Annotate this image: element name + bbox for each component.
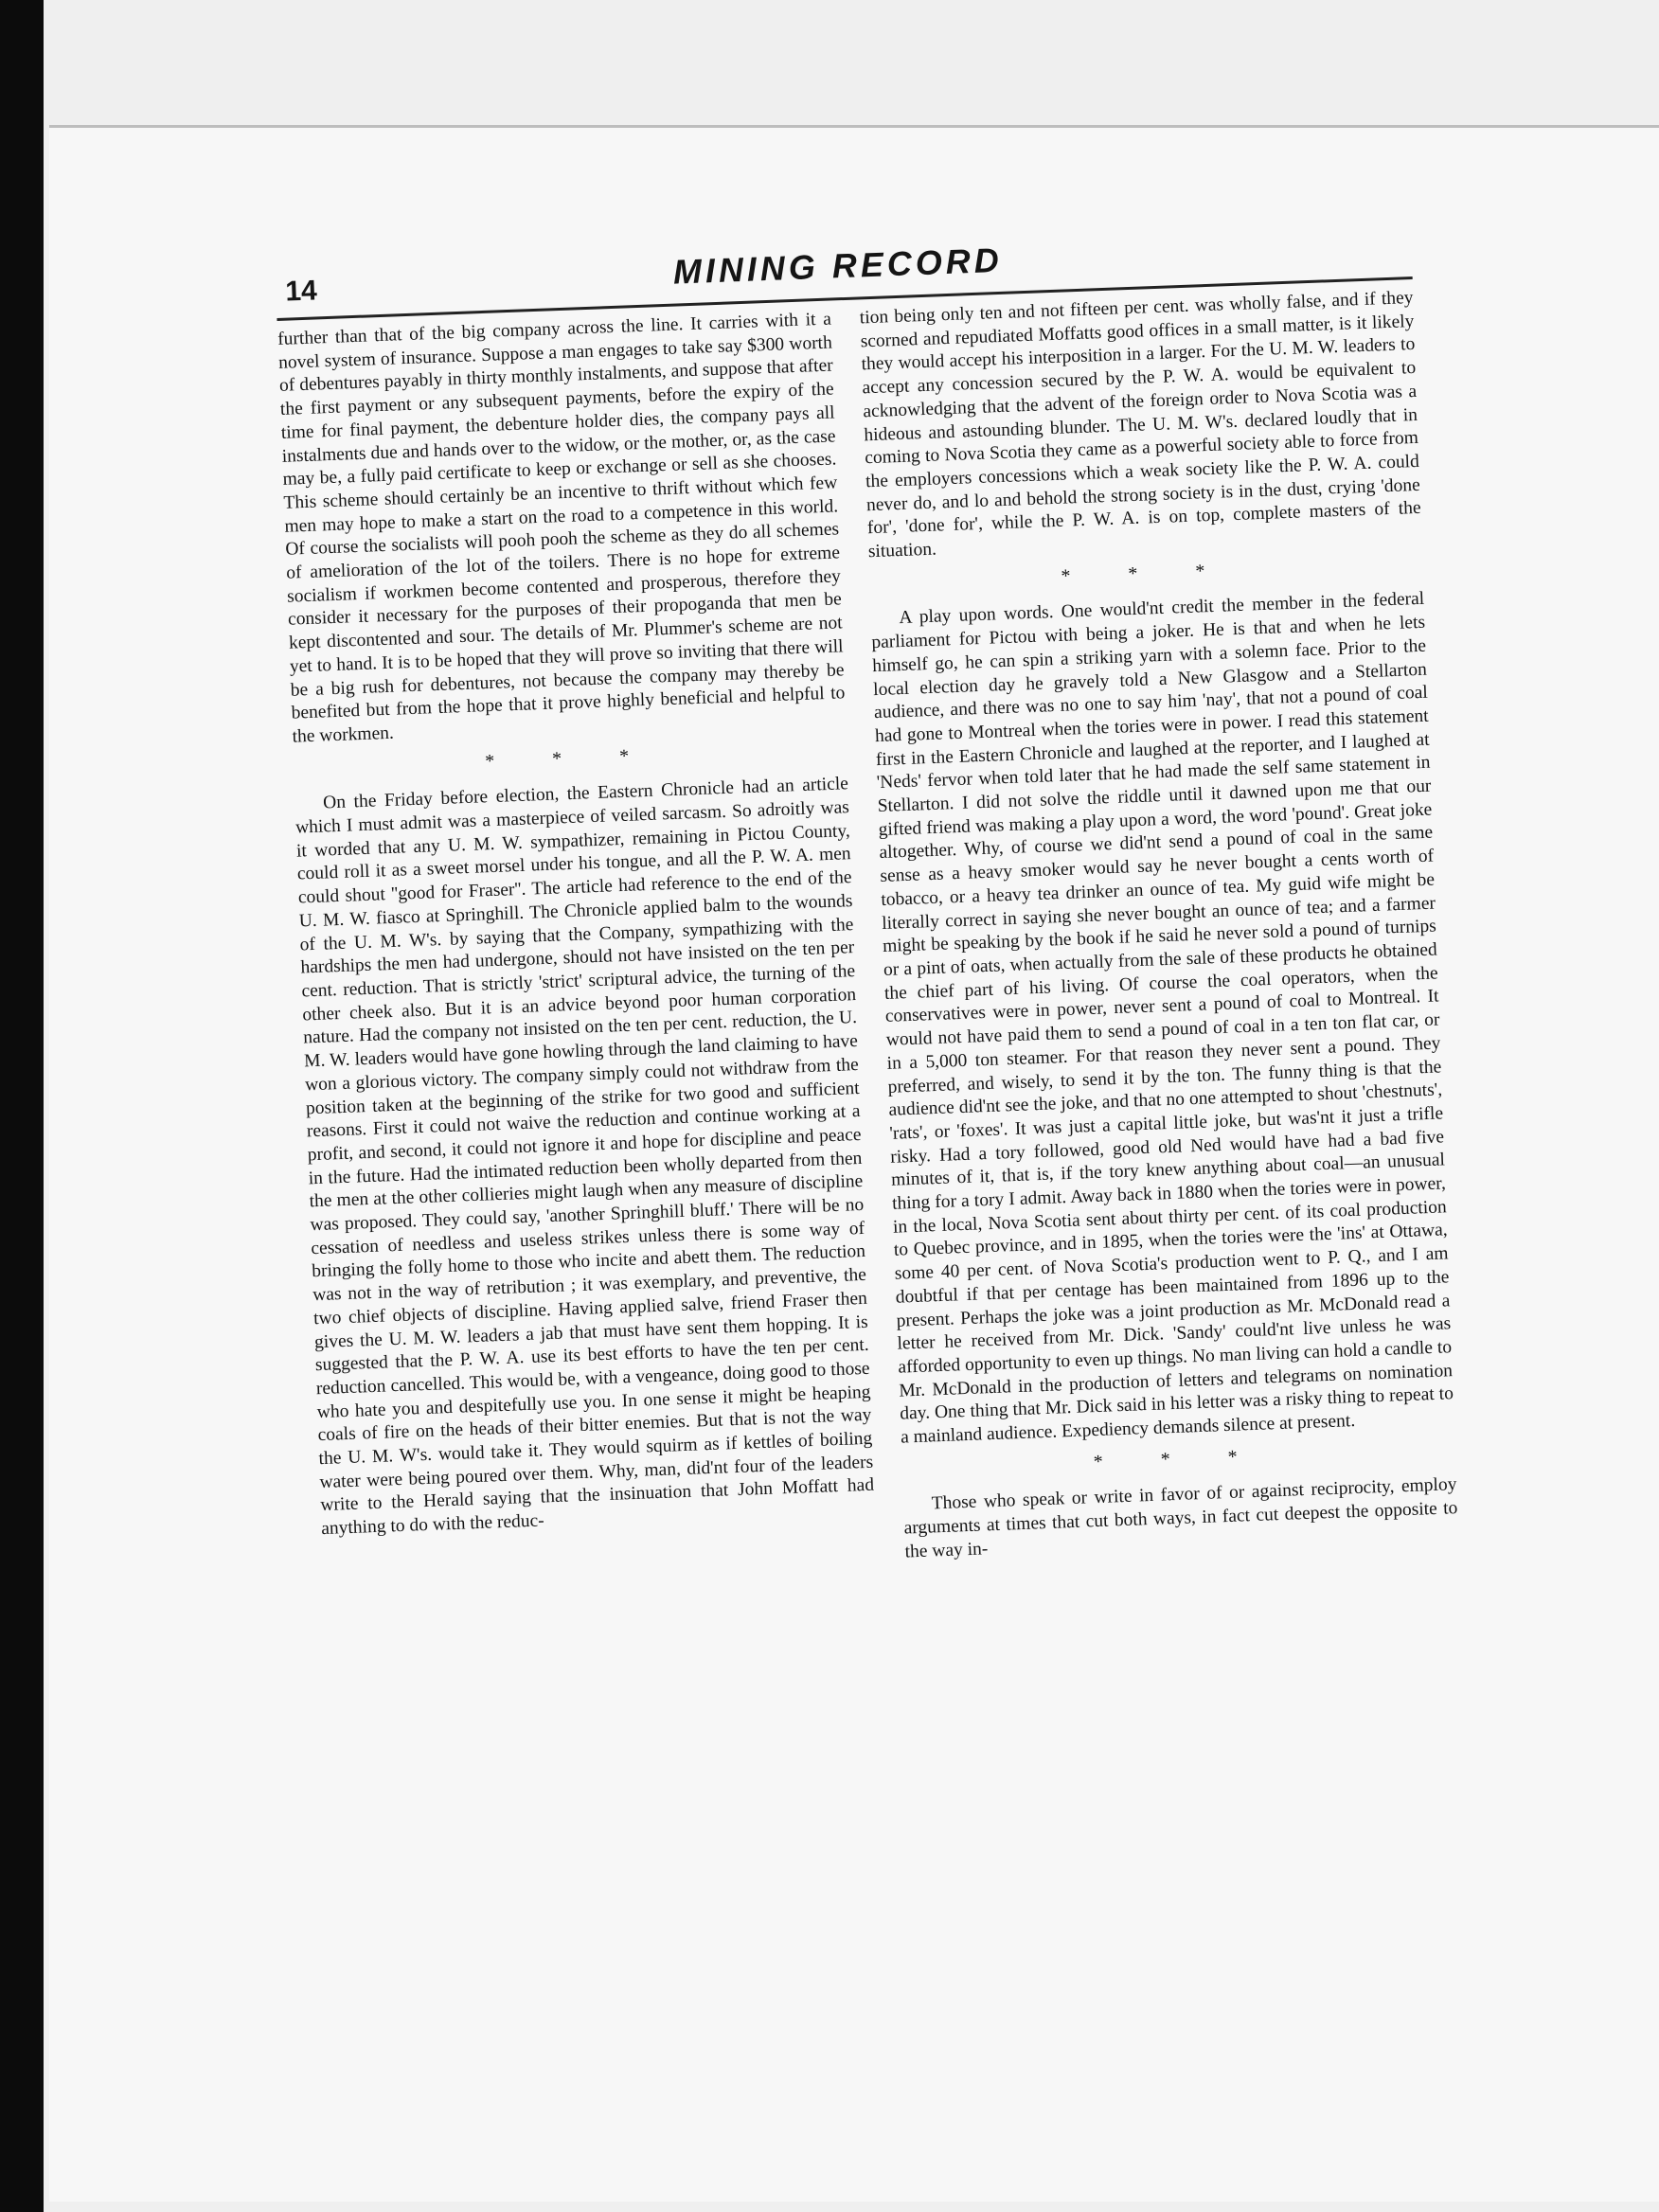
masthead-title: MINING RECORD [672, 240, 1004, 292]
paragraph: A play upon words. One would'nt credit the member in the federal parliament for Pictou with being a joker. He is that and when he lets himself go, he can spin a striking yarn with a solemn face. Prior to the local election day he gravely told a New Glasgow and a Stellarton audience, and there was no one to say him 'nay', that not a pound of coal had gone to Montreal when the tories were in power. I read this statement first in the Eastern Chronicle and laughed at the reporter, and I laughed at 'Neds' fervor when told later that he had made the self same statement in Stellarton. I did not solve the riddle until it dawned upon me that our gifted friend was making a play upon a word, the word 'pound'. Great joke altogether. Why, of course we did'nt send a pound of coal in the same sense as a heavy smoker would say he never bought a cents worth of tobacco, or a heavy tea drinker an ounce of tea. My guid wife might be literally correct in saying she never bought an ounce of tea; and a farmer might be speaking by the book if he said he never sold a pound of turnips or a pint of oats, when actually from the sale of these products he obtained the chief part of his living. Of course the coal operators, when the conservatives were in power, never sent a pound of coal to Montreal. It would not have paid them to send a pound of coal in a ten ton flat car, or in a 5,000 ton steamer. For that reason they never sent a pound. They preferred, and wisely, to send it by the ton. The funny thing is that the audience did'nt see the joke, and that no one attempted to shout 'chestnuts', 'rats', or 'foxes'. It was just a capital little joke, but was'nt it just a trifle risky. Had a tory followed, good old Ned would have had a bad five minutes of it, that is, if the tory knew anything about coal—an unusual thing for a tory I admit. Away back in 1880 when the tories were in power, in the local, Nova Scotia sent about thirty per cent. of its coal production to Quebec province, and in 1895, when the tories were the 'ins' at Ottawa, some 40 per cent. of Nova Scotia's production went to P. Q., and I am doubtful if that per centage has been maintained from 1896 up to the present. Perhaps the joke was a joint production as Mr. McDonald read a letter he received from Mr. Dick. 'Sandy' could'nt live unless he was afforded opportunity to even up things. No man living can hold a candle to Mr. McDonald in the production of letters and telegrams on nomination day. One thing that Mr. Dick said in his letter was a risky thing to repeat to a mainland audience. Expediency demands silence at present. [871, 589, 1454, 1448]
right-column [859, 287, 1458, 1564]
paragraph: On the Friday before election, the Eastern Chronicle had an article which I must admit was a masterpiece of veiled sarcasm. So adroitly was it worded that any U. M. W. sympathizer, remaining in Pictou County, could roll it as a sweet morsel under his tongue, and all the P. W. A. men could shout ''good for Fraser''. The article had reference to the end of the U. M. W. fiasco at Springhill. The Chronicle applied balm to the wounds of the U. M. W's. by saying that the Company, sympathizing with the hardships the men had undergone, should not have insisted on the ten per cent. reduction. That is strictly 'strict' scriptural advice, the turning of the other cheek also. But it is an advice beyond poor human corporation nature. Had the company not insisted on the ten per cent. reduction, the U. M. W. leaders would have gone howling through the land claiming to have won a glorious victory. The company simply could not withdraw from the position taken at the beginning of the strike for two good and sufficient reasons. First it could not waive the reduction and continue working at a profit, and second, it could not ignore it and hope for discipline and peace in the future. Had the intimated reduction been wholly departed from then the men at the other collieries might laugh when any measure of discipline was proposed. They could say, 'another Springhill bluff.' There will be no cessation of needless and useless strikes unless there is some way of bringing the folly home to those who incite and abett them. The reduction was not in the way of retribution ; it was exemplary, and preventive, the two chief objects of discipline. Having applied salve, friend Fraser then gives the U. M. W. leaders a jab that must have sent them hopping. It is suggested that the P. W. A. use its best efforts to have the ten per cent. reduction cancelled. This would be, with a vengeance, doing good to those who hate you and despitefully use you. In one sense it might be heaping coals of fire on the heads of their bitter enemies. But that is not the way the U. M. W's. would take it. They would squirm as if kettles of boiling water were being poured over them. Why, man, did'nt four of the leaders write to the Herald saying that the insinuation that John Moffatt had anything to do with the reduc- [294, 774, 875, 1540]
article-columns [277, 287, 1459, 1586]
paragraph: further than that of the big company across the line. It carries with it a novel system of insurance. Suppose a man engages to take say $300 worth of debentures payably in thirty monthly instalments, and suppose that after the first payment or any subsequent payments, before the expiry of the time for final payment, the debenture holder dies, the company pays all instalments due and hands over to the widow, or the mother, or, as the case may be, a fully paid certificate to keep or exchange or sell as she chooses. This scheme should certainly be an incentive to thrift without which few men may hope to make a start on the road to a competence in this world. Of course the socialists will pooh pooh the scheme as they do all schemes of amelioration of the lot of the toilers. There is no hope for extreme socialism if workmen become contented and prosperous, therefore they consider it necessary for the purposes of their propoganda that men be kept discontented and sour. The details of Mr. Plummer's scheme are not yet to hand. It is to be hoped that they will prove so inviting that there will be a big rush for debentures, not because the company may thereby be benefited but from the hope that it prove highly beneficial and helpful to the workmen. [276, 309, 846, 747]
paragraph: tion being only ten and not fifteen per cent. was wholly false, and if they scorned and repudiated Moffatts good offices in a small matter, is it likely they would accept his interposition in a larger. For the U. M. W. leaders to accept any concession secured by the P. W. A. would be equivalent to acknowledging that the advent of the foreign order to Nova Scotia was a hideous and astounding blunder. The U. M. W's. declared loudly that in coming to Nova Scotia they came as a powerful society able to force from the employers concessions which a weak society like the P. W. A. could never do, and lo and behold the strong society is in the dust, crying 'done for', 'done for', while the P. W. A. is on top, complete masters of the situation. [859, 287, 1421, 562]
printed-page [275, 214, 1475, 2025]
section-separator: * * * [484, 744, 656, 772]
paragraph: Those who speak or write in favor of or against reciprocity, employ arguments at times that cut both ways, in fact cut deepest the opposite to the way in- [903, 1474, 1458, 1562]
section-separator: * * * [1061, 559, 1232, 587]
left-column [277, 309, 877, 1586]
page-number: 14 [284, 275, 318, 308]
section-separator: * * * [1093, 1445, 1265, 1472]
